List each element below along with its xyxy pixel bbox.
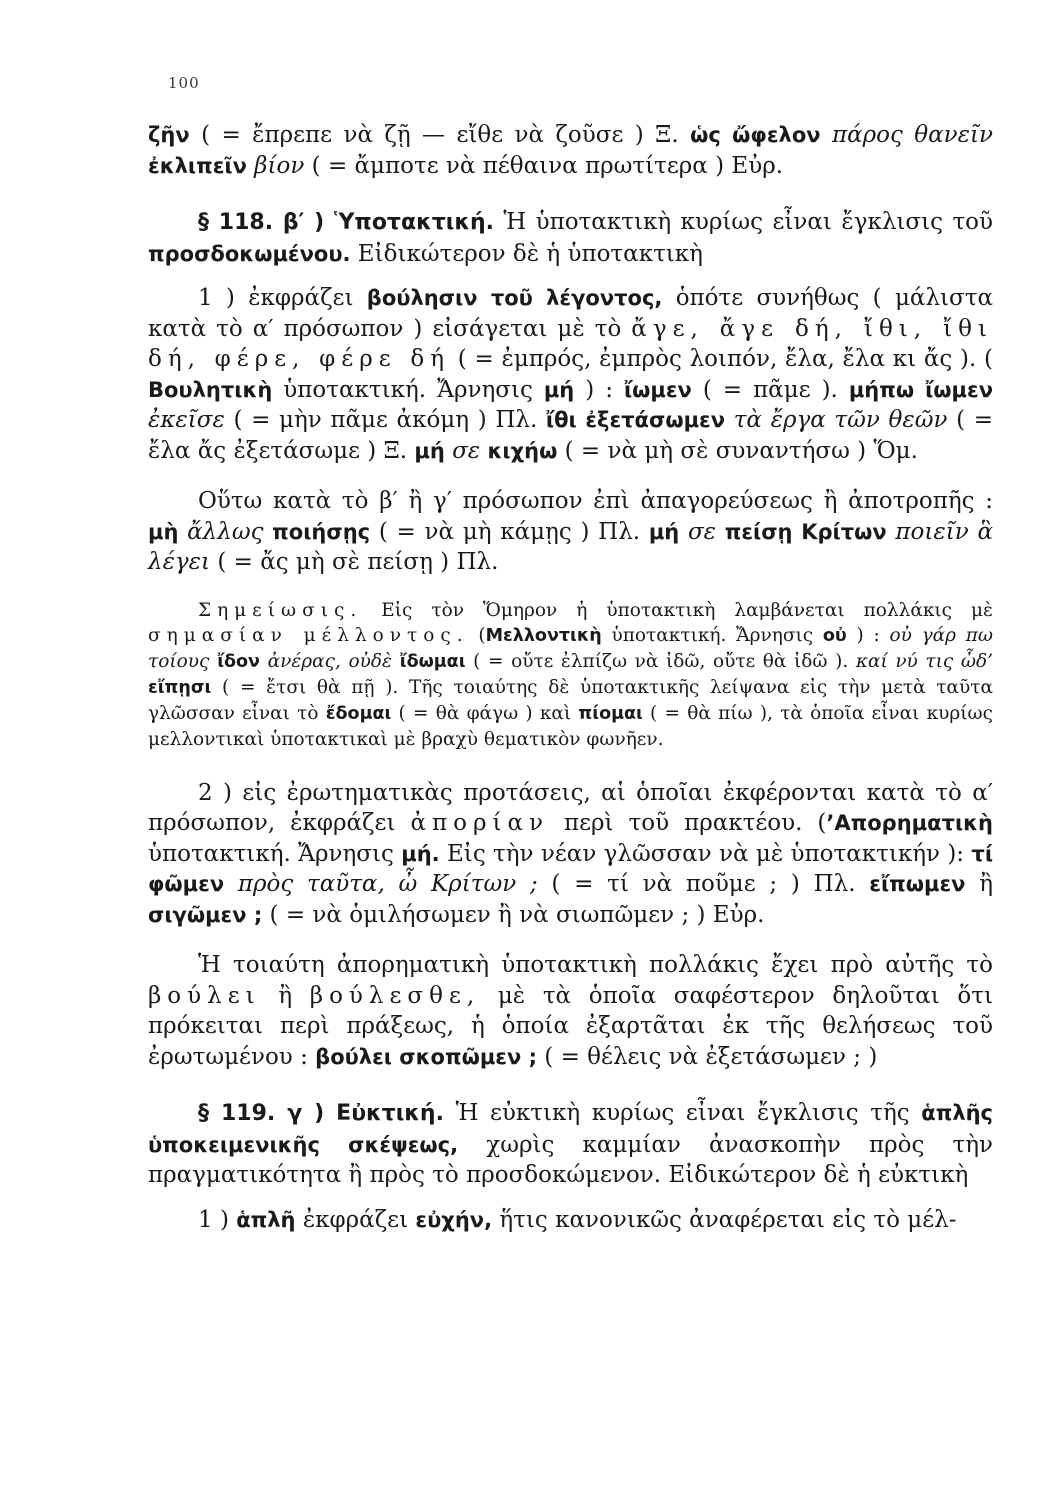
spaced-text: ἀπορίαν	[410, 810, 550, 836]
text: ( = θέλεις νὰ ἐξετάσωμεν ; )	[537, 1043, 878, 1070]
bold-term: ἁπλῆς ὑποκειμενικῆς σκέψεως,	[148, 1101, 994, 1157]
text: 1 ) ἐκφράζει	[198, 285, 367, 311]
bold-term: ’Απορηματικὴ	[826, 811, 993, 835]
text: ( = ἄς μὴ σὲ πείσῃ ) Πλ.	[210, 549, 499, 575]
text: 1 )	[198, 1206, 237, 1233]
bold-term: μήπω ἴωμεν	[848, 377, 993, 402]
bold-term: κιχήω	[487, 438, 558, 463]
italic-text: ἄλλως	[178, 518, 264, 545]
text: ὑποτακτική. Ἄρνησις	[601, 624, 823, 646]
bold-term: ἴθι ἐξετάσωμεν	[545, 408, 726, 432]
text: ) :	[574, 376, 624, 403]
bold-term: βούλησιν τοῦ λέγοντος,	[366, 286, 663, 310]
text: ( = θὰ πίω ), τὰ ὁποῖα εἶναι κυρίως μελλοντικαὶ ὑποτακτικαὶ μὲ βραχὺ θεματικὸν φωνῆεν.	[148, 702, 993, 750]
bold-term: μή.	[401, 841, 440, 866]
bold-term: μή	[543, 377, 575, 402]
text: Ἡ εὐκτικὴ κυρίως εἶναι ἔγκλισις τῆς	[443, 1100, 922, 1126]
text: Ἡ ὑποτακτικὴ κυρίως εἶναι ἔγκλισις τοῦ	[493, 209, 994, 235]
italic-text: καί νύ τις ὧδ’	[855, 650, 993, 672]
text: Εἰδικώτερον δὲ ἡ ὑποτακτικὴ	[350, 240, 703, 267]
text: 2 ) εἰς ἐρωτηματικὰς προτάσεις, αἱ ὁποῖαι ἐκφέρονται κατὰ τὸ α′ πρόσωπον, ἐκφράζει	[148, 779, 993, 836]
paragraph-boulei	[148, 950, 993, 1072]
paragraph-wish-examples	[148, 120, 993, 181]
bold-term: ζῆν	[148, 123, 190, 147]
bold-term: πείσῃ Κρίτων	[724, 519, 887, 544]
italic-text: ἐκεῖσε	[148, 407, 225, 433]
section-title: § 119. γ ) Εὐκτική.	[198, 1101, 444, 1126]
bold-term: τί φῶμεν	[148, 841, 994, 896]
bold-term: οὐ	[822, 625, 847, 646]
text: ἐκφράζει	[295, 1206, 416, 1233]
bold-term: ἁπλῆ	[236, 1207, 296, 1232]
italic-text: οὐ γάρ πω τοίους	[148, 624, 993, 672]
text: ( = νὰ ὁμιλήσωμεν ἢ νὰ σιωπῶμεν ; ) Εὐρ.	[262, 901, 765, 928]
bold-term: Βουλητικὴ	[148, 377, 273, 402]
text: ( = τί νὰ ποῦμε ; ) Πλ.	[537, 871, 870, 897]
text: Εἰς τὸν Ὅμηρον ἡ ὑποτακτικὴ λαμβάνεται πολλάκις μὲ	[362, 599, 993, 621]
italic-text: βίον	[246, 152, 305, 179]
text: περὶ τοῦ πρακτέου. (	[549, 810, 827, 836]
bold-term: σιγῶμεν ;	[148, 902, 263, 927]
page-body	[148, 120, 993, 1235]
bold-term: εἴπωμεν	[869, 872, 966, 896]
page-number: 100	[168, 74, 200, 92]
bold-term: ἴδωμαι	[391, 651, 466, 672]
text: ( = ἔτσι θὰ πῇ ). Τῆς τοιαύτης δὲ ὑποτακτικῆς λείψανα εἰς τὴν μετὰ ταῦτα γλῶσσαν εἶναι τὸ	[148, 676, 993, 724]
italic-text: πρὸς ταῦτα, ὦ Κρίτων ;	[224, 871, 538, 897]
bold-term: ἴδον	[209, 651, 260, 672]
text: ὑποτακτική. Ἄρνησις	[272, 376, 544, 403]
text: Ἡ τοιαύτη ἀπορηματικὴ ὑποτακτικὴ πολλάκις ἔχει πρὸ αὐτῆς τὸ	[198, 952, 993, 978]
text: ( = ἔλα ἄς ἐξετάσωμε ) Ξ.	[148, 407, 994, 464]
text: ( = ἔπρεπε νὰ ζῇ — εἴθε νὰ ζοῦσε ) Ξ.	[189, 122, 691, 148]
bold-term: Μελλοντικὴ	[485, 625, 602, 646]
italic-text: ἀνέρας, οὐδὲ	[259, 650, 392, 672]
spaced-text: βούλεσθε,	[309, 982, 481, 1009]
spaced-text: ἄγε, ἄγε δή, ἴθι, ἴθι δή, φέρε, φέρε δή	[148, 315, 993, 372]
text: ἢ	[260, 982, 310, 1009]
text: (	[468, 624, 486, 646]
bold-term: μὴ	[148, 519, 179, 544]
text: ) :	[846, 624, 890, 646]
paragraph-optative-wish	[148, 1205, 993, 1236]
bold-term: ποιήσῃς	[263, 519, 371, 544]
bold-term: προσδοκωμένου.	[148, 241, 351, 266]
bold-term: βούλει σκοπῶμεν ;	[315, 1044, 537, 1069]
spaced-text: βούλει	[148, 982, 261, 1009]
bold-term: ἔδομαι	[325, 703, 392, 724]
italic-text: σε	[679, 518, 725, 545]
text: ( = ἐμπρός, ἐμπρὸς λοιπόν, ἔλα, ἔλα κι ἄς ). (	[450, 346, 993, 372]
text: ὁπότε συνήθως ( μάλιστα κατὰ τὸ α′ πρόσωπον ) εἰσάγεται μὲ τὸ	[148, 285, 993, 342]
bold-term: εὐχήν,	[415, 1207, 493, 1232]
italic-text: σε	[444, 437, 488, 464]
spaced-text: σημασίαν μέλλοντος.	[148, 624, 469, 646]
italic-text: πάρος θανεῖν	[820, 122, 993, 148]
section-119-heading	[148, 1098, 993, 1191]
bold-term: ὡς ὤφελον	[690, 123, 821, 147]
text: Εἰς τὴν νέαν γλῶσσαν νὰ μὲ ὑποτακτικήν ):	[439, 840, 972, 867]
text: ἢ	[965, 871, 994, 897]
note-future-subjunctive	[148, 598, 993, 752]
text: ( = οὔτε ἐλπίζω νὰ ἰδῶ, οὔτε θὰ ἰδῶ ).	[465, 650, 856, 672]
bold-term: πίομαι	[578, 703, 643, 724]
text: ( = νὰ μὴ κάμῃς ) Πλ.	[370, 518, 649, 545]
text: Οὕτω κατὰ τὸ β′ ἢ γ′ πρόσωπον ἐπὶ ἀπαγορεύσεως ἢ ἀποτροπῆς :	[198, 488, 993, 514]
section-118-heading	[148, 207, 993, 269]
italic-text: ποιεῖν ἃ λέγει	[148, 518, 993, 575]
paragraph-volitional	[148, 283, 993, 466]
text: μὲ τὰ ὁποῖα σαφέστερον δηλοῦται ὅτι πρόκειται περὶ πράξεως, ἡ ὁποία ἐξαρτᾶται ἐκ τῆς θελήσεως τοῦ ἐρωτωμένου :	[148, 982, 993, 1070]
text: ( = μὴν πᾶμε ἀκόμη ) Πλ.	[224, 407, 546, 433]
text: χωρὶς καμμίαν ἀνασκοπὴν πρὸς τὴν πραγματικότητα ἢ πρὸς τὸ προσδοκώμενον. Εἰδικώτερον δὲ ἡ εὐκτικὴ	[148, 1131, 993, 1188]
bold-term: μή	[414, 438, 445, 463]
bold-term: ἐκλιπεῖν	[148, 153, 247, 178]
text: ( = πᾶμε ).	[691, 376, 849, 403]
section-title: § 118. β′ ) Ὑποτακτική.	[198, 210, 494, 235]
italic-text: τὰ ἔργα τῶν θεῶν	[725, 407, 948, 433]
paragraph-deliberative	[148, 778, 993, 931]
text: ἥτις κανονικῶς ἀναφέρεται εἰς τὸ μέλ-	[492, 1206, 957, 1233]
text: ( = νὰ μὴ σὲ συναντήσω ) Ὅμ.	[557, 437, 918, 464]
bold-term: μή	[648, 519, 680, 544]
bold-term: εἴπῃσι	[148, 677, 212, 698]
text: ὑποτακτική. Ἄρνησις	[148, 840, 402, 867]
bold-term: ἴωμεν	[623, 377, 692, 402]
text: ( = θὰ φάγω ) καὶ	[391, 702, 579, 724]
text: ( = ἄμποτε νὰ πέθαινα πρωτίτερα ) Εὐρ.	[304, 152, 784, 179]
spaced-text: Σημείωσις.	[198, 599, 363, 621]
paragraph-prohibition	[148, 486, 993, 578]
